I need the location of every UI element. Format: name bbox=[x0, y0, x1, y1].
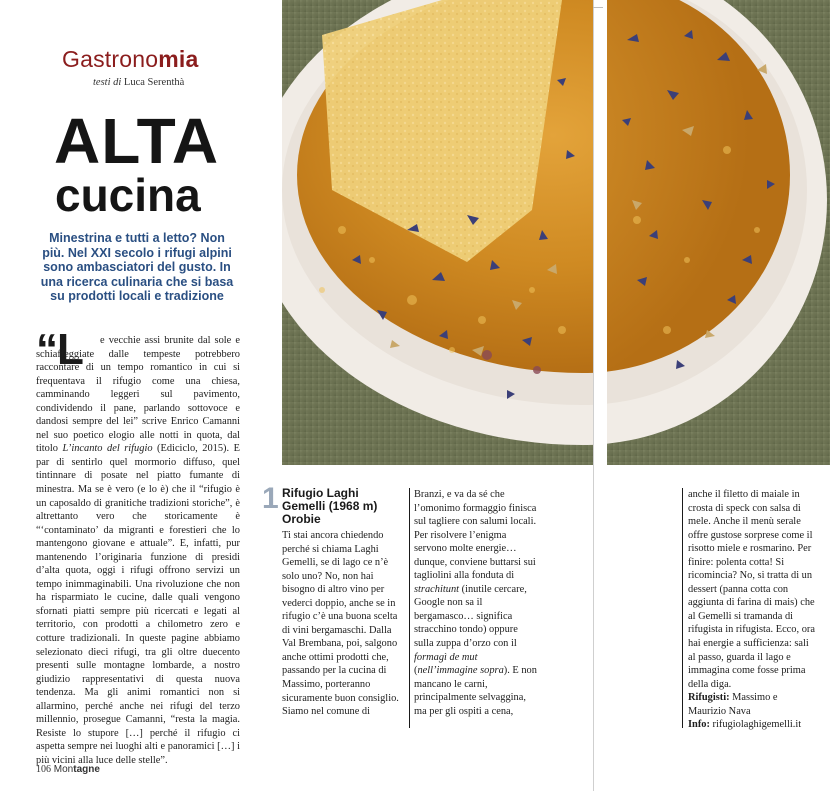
entry-column-2 bbox=[414, 488, 538, 718]
article-intro bbox=[36, 334, 240, 768]
col2-italic-2: formagì de mut bbox=[414, 651, 478, 663]
entry-title: Rifugio Laghi Gemelli (1968 m) Orobie bbox=[282, 486, 378, 526]
book-title: L’incanto del rifugio bbox=[62, 443, 153, 455]
col2-italic-1: strachitunt bbox=[414, 583, 460, 595]
page-fold-line bbox=[593, 0, 594, 791]
entry-column-3 bbox=[688, 488, 818, 732]
soup-photo-right bbox=[607, 0, 830, 465]
entry-number: 1 bbox=[262, 482, 279, 515]
byline-author: Luca Serenthà bbox=[123, 77, 185, 88]
page-number: 106 bbox=[36, 764, 51, 775]
rubric-part-1: Gastrono bbox=[62, 46, 159, 72]
magazine-name-b: tagne bbox=[73, 764, 100, 775]
soup-photo-left bbox=[282, 0, 593, 465]
magazine-name-a: Mon bbox=[53, 764, 74, 775]
hosts-label: Rifugisti: bbox=[688, 692, 730, 704]
section-rubric bbox=[62, 46, 198, 73]
col2-italic-3: nell’immagine sopra bbox=[417, 665, 504, 677]
article-paragraph bbox=[36, 334, 240, 768]
headline-line-1: ALTA bbox=[54, 105, 220, 177]
column-separator bbox=[409, 488, 410, 728]
col2-text-a: Branzi, e va da sé che l’omonimo formaggio finisca sul tagliere con salumi locali. Per risolvere l’enigma servono molte energie… dunque, conviene buttarsi sui tagliolini alla fonduta di bbox=[414, 489, 537, 582]
opening-quote-dropcap: “L bbox=[36, 325, 83, 374]
soup-bowl-illustration bbox=[282, 0, 593, 465]
entry-col3-text: anche il filetto di maiale in crosta di speck con salsa di mele. Anche il menù serale offre gustose sorprese come il risotto miele e rosmarino. Per finire: polenta cotta! Si ricomincia? No, si tratta di un dessert (panna cotta con aggiunta di farina di mais) che al Gemelli si tramanda di rifugista in rifugista. Ecco, ora hai energie a sufficienza: sali al passo, guarda il lago e immagina come fosse prima della diga. bbox=[688, 489, 815, 690]
entry-column-1 bbox=[282, 529, 406, 719]
info-website: rifugiolaghigemelli.it bbox=[709, 719, 802, 731]
entry-hosts bbox=[688, 691, 818, 718]
col2-text-c: ( bbox=[414, 665, 418, 677]
col2-text-d: ). E non mancano le carni, principalmente selvaggina, ma per gli ospiti a cena, bbox=[414, 665, 537, 717]
article-text-b: (Ediciclo, 2015). E par di sentirlo quel mormorio diffuso, quel tintinnare di posate nel piatto fumante di minestra. Ma se è vero (e lo è) che il “rifugio è un caposaldo di granitiche tradizioni storiche”, è altrettanto vero che storicamente è “‘contaminato’ da migranti e forestieri che lo mantengono giovane e attuale”. E, infatti, pur mantenendo l’originaria funzione di presidi d’alta quota, oggi i rifugi offrono servizi un tempo inimmaginabili. Una rivoluzione che non ha risparmiato le cucine, dalle quali vengono sfornati piatti sempre più ricercati e legati al territorio, con prodotti a chilometro zero e cotture tradizionali. In queste pagine abbiamo selezionato dieci rifugi, tra gli oltre duecento presenti sulle montagne lombarde, a nostro giudizio rappresentativi di questa nuova tendenza. Ma gli animi romantici non si allarmino, perché anche nei rifugi del terzo millennio, prosegue Camanni, “resta la magia. Resiste lo stupore […] perché il rifugio ci aspetta sempre nei luoghi alti e panoramici […] i più vicini alla luce delle stelle”. bbox=[36, 443, 240, 766]
col2-text-b: (inutile cercare, Google non sa il bergamasco… significa stracchino tondo) oppure sulla zuppa d’orzo con il bbox=[414, 583, 527, 650]
entry-col2-text bbox=[414, 488, 538, 718]
page-folio bbox=[36, 764, 100, 775]
rubric-part-2: mia bbox=[158, 46, 199, 72]
entry-info bbox=[688, 718, 818, 732]
article-text-a: e vecchie assi brunite dal sole e schiaffeggiate dalle tempeste potrebbero raccontare di un tempo romantico in cui si frequentava il rifugio come una chiesa, camminando leggeri sul pavimento, condividendo il pane, parlando sottovoce e dandosi sempre del lei” scrive Enrico Camanni nel suo poetico elogio alle notti in quota, dal titolo bbox=[36, 335, 240, 455]
hosts-names: Massimo e Maurizio Nava bbox=[688, 692, 778, 717]
page-gutter bbox=[593, 0, 607, 791]
column-separator bbox=[682, 488, 683, 728]
headline-line-2: cucina bbox=[55, 169, 201, 221]
soup-bowl-illustration-right bbox=[607, 0, 830, 465]
info-label: Info: bbox=[688, 719, 710, 731]
fold-tick bbox=[593, 7, 603, 8]
byline bbox=[93, 77, 184, 88]
entry-col1-text: Ti stai ancora chiedendo perché si chiama Laghi Gemelli, se di lago ce n’è solo uno? No, non hai bisogno di altro vino per vederci doppio, anche se in rifugio c’è una buona scelta di vini bergamaschi. Dalla Val Brembana, poi, salgono anche ottimi prodotti che, passando per la cucina di Massimo, porteranno sicuramente buon consiglio. Siamo nel comune di bbox=[282, 530, 399, 718]
byline-prefix: testi di bbox=[93, 77, 122, 88]
standfirst: Minestrina e tutti a letto? Non più. Nel XXI secolo i rifugi alpini sono ambasciatori del gusto. In una ricerca culinaria che si basa su prodotti locali e tradizione bbox=[40, 231, 234, 304]
